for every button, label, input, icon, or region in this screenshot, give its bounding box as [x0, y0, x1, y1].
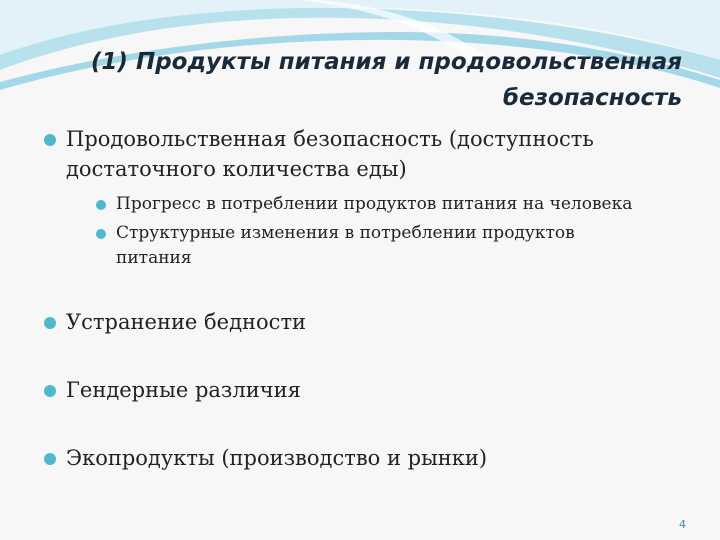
- bullet-eco-products: [44, 443, 694, 473]
- slide-title: [20, 44, 682, 116]
- sub-bullet-consumption-progress: [94, 192, 694, 217]
- bullet-poverty-text: Устранение бедности: [66, 310, 307, 334]
- sub-bullet-consumption-progress-text: Прогресс в потреблении продуктов питания на человека: [116, 194, 633, 214]
- title-line-2: безопасность: [502, 85, 682, 111]
- sub-bullet-structural-changes-line1: Структурные изменения в потреблении продуктов: [116, 223, 575, 243]
- page-number: 4: [679, 518, 686, 531]
- sub-bullet-structural-changes-line2: питания: [116, 248, 192, 268]
- sub-bullet-list: [94, 192, 694, 271]
- bullet-list: [44, 124, 694, 473]
- title-line-1: (1) Продукты питания и продовольственная: [90, 49, 682, 75]
- bullet-eco-products-text: Экопродукты (производство и рынки): [66, 446, 488, 470]
- bullet-food-security-line1: Продовольственная безопасность (доступность: [66, 127, 594, 151]
- bullet-gender-text: Гендерные различия: [66, 378, 301, 402]
- bullet-gender: [44, 375, 694, 405]
- bullet-food-security: [44, 124, 694, 271]
- bullet-poverty: [44, 307, 694, 337]
- sub-bullet-structural-changes: [94, 221, 694, 271]
- bullet-food-security-line2: достаточного количества еды): [66, 157, 407, 181]
